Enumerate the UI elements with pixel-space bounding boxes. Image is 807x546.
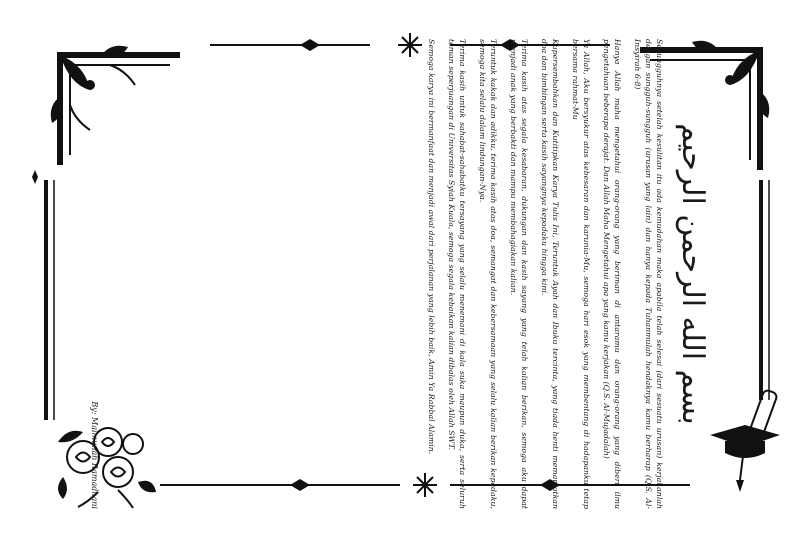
graduation-cap-icon (700, 385, 790, 495)
edge-dot-ornament-icon (28, 170, 42, 184)
left-border-lines-icon (40, 180, 60, 420)
dedication-paragraph: Hanya Allah maha mengetahui orang-orang yang beriman di antaramu dan orang-orang yang diberi ilmu pengetahuan beberapa derajat. Dan Allah Maha Mengetahui apa yang kamu kerjakan (Q.S. Al-Mujadalah) (602, 39, 622, 509)
right-border-lines-icon (755, 180, 775, 400)
dedication-paragraph: Terima kasih untuk sahabat-sahabatku tersayang yang selalu menemani di kala suka maupun duka, serta seluruh teman seperjuangan di Universitas Syiah Kuala, semoga segala kebaikan kalian dibalas oleh Allah SWT. (447, 39, 467, 509)
dedication-paragraph: Sesungguhnya setelah kesulitan itu ada kemudahan maka apabila telah selesai (dari sesuatu urusan) kerjakanlah dengan sungguh-sungguh (urusan yang lain) dan hanya kepada Tuhanmulah hendaknya kamu berharap (Q.S. Al-Insyirah 6-8) (633, 39, 664, 509)
author-signature: By: Maimunah Ramadhani (90, 401, 99, 509)
dedication-paragraph: Ya Allah, Aku bersyukur atas kebesaran dan karunia-Mu, semoga hari esok yang membentang di hadapanku tetap bersama rahmat-Mu (571, 39, 591, 509)
dedication-paragraph: Teruntuk kakak dan adikku, terima kasih atas doa, semangat dan kebersamaan yang selalu kalian berikan kepadaku, semoga kita selalu dalam lindungan-Nya. (478, 39, 498, 509)
bismillah-calligraphy: بسم الله الرحمن الرحيم (675, 123, 710, 425)
paragraph-list (426, 39, 665, 509)
dedication-paragraph: Semoga karya ini bermanfaat dan menjadi awal dari perjalanan yang lebih baik, Amin Ya Rabbal Alamin. (427, 39, 436, 455)
dedication-paragraph: Kupersembahkan dan Kutitipkan Karya Tulis Ini, Teruntuk Ayah dan Ibuku tercinta, yang tiada henti memanjatkan doa dan bimbingan serta kasih sayangnya kepadaku hingga kini. (540, 39, 560, 509)
dedication-paragraph: Terima kasih atas segala kesabaran, dukungan dan kasih sayang yang telah kalian berikan, semoga aku dapat menjadi anak yang berbakti dan mampu membahagiakan kalian. (509, 39, 529, 509)
dedication-text-block (90, 39, 710, 509)
